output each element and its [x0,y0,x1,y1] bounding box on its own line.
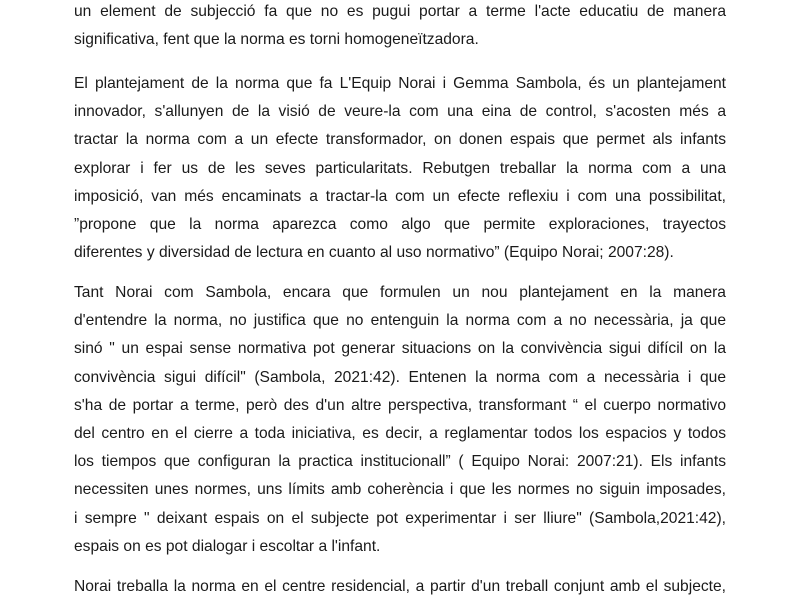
text-line: los tiempos que configuran la practica institucionall” ( Equipo Norai: 2007:21). Els infants [74,453,726,471]
paragraph-3 [74,279,726,561]
text-line: significativa, fent que la norma es torni homogeneïtzadora. [74,31,479,49]
text-line: Tant Norai com Sambola, encara que formulen un nou plantejament en la manera [74,284,726,301]
text-line: del centro en el cierre a toda iniciativa, es decir, a reglamentar todos los espacios y todos [74,424,726,442]
text-line: innovador, s'allunyen de la visió de veure-la com una eina de control, s'acosten més a [74,103,726,121]
text-line: un element de subjecció fa que no es pugui portar a terme l'acte educatiu de manera [74,3,726,20]
paragraph-4 [74,573,726,600]
text-line: i sempre " deixant espais on el subjecte pot experimentar i ser lliure" (Sambola,2021:42), [74,509,726,527]
text-line: Norai treballa la norma en el centre residencial, a partir d'un treball conjunt amb el subjecte, [74,578,726,595]
text-line: diferentes y diversidad de lectura en cuanto al uso normativo” (Equipo Norai; 2007:28). [74,244,674,262]
text-line: explorar i fer us de les seves particularitats. Rebutgen treballar la norma com a una [74,159,726,177]
text-line: imposició, van més encaminats a tractar-la com un efecte reflexiu i com una possibilitat, [74,187,726,205]
text-line: necessiten unes normes, uns límits amb coherència i que les normes no siguin imposades, [74,481,726,499]
paragraph-2 [74,70,726,267]
text-line: ”propone que la norma aparezca como algo que permite exploraciones, trayectos [74,215,726,233]
text-line: El plantejament de la norma que fa L'Equip Norai i Gemma Sambola, és un plantejament [74,75,726,92]
text-line: s'ha de portar a terme, però des d'un altre perspectiva, transformant “ el cuerpo normativo [74,396,726,414]
text-line: espais on es pot dialogar i escoltar a l'infant. [74,537,381,555]
text-line: tractar la norma com a un efecte transformador, on donen espais que permet als infants [74,131,726,149]
text-line: convivència sigui difícil" (Sambola, 2021:42). Entenen la norma com a necessària i que [74,368,726,386]
text-line: d'entendre la norma, no justifica que no entenguin la norma com a no necessària, ja que [74,312,726,330]
text-line: sinó " un espai sense normativa pot generar situacions on la convivència sigui difícil on la [74,340,726,358]
paragraph-1 [74,0,726,54]
